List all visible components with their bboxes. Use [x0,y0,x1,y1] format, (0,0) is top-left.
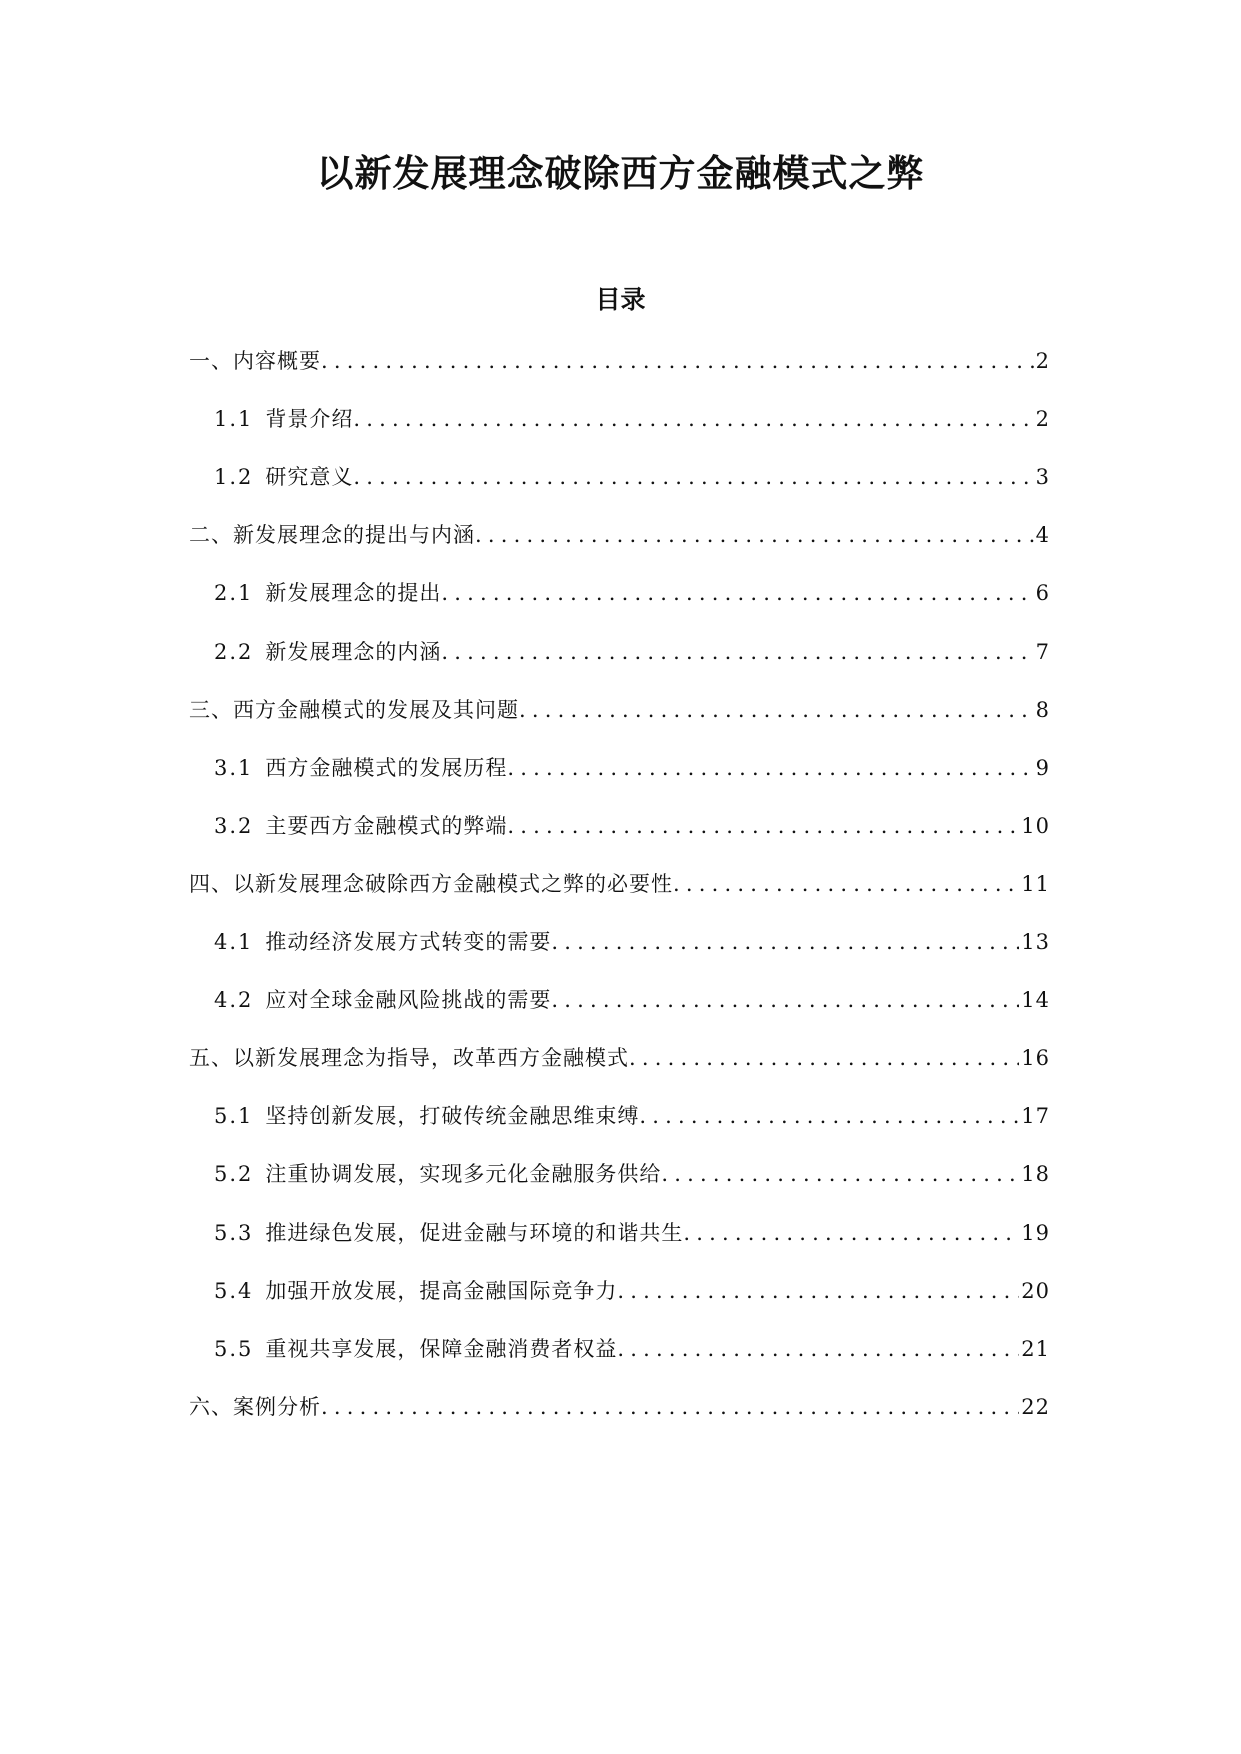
toc-entry-page-number: 7 [1035,639,1050,664]
toc-dot-leader [683,1216,1019,1250]
toc-entry-page-number: 11 [1021,871,1050,896]
toc-entry-label: 注重协调发展，实现多元化金融服务供给 [265,1162,662,1187]
toc-entry[interactable] [214,983,1050,1017]
toc-entry[interactable] [214,576,1050,610]
toc-heading: 目录 [595,285,646,314]
toc-entry-page-number: 22 [1021,1394,1050,1419]
toc-entry-page-number: 8 [1035,697,1050,722]
toc-entry-page-number: 9 [1035,755,1050,780]
toc-entry-number: 5.5 [214,1336,254,1361]
toc-dot-leader [507,809,1019,843]
toc-entry-label: 一、内容概要 [189,349,321,373]
toc-entry-number: 4.2 [214,988,254,1013]
toc-entry-page-number: 16 [1021,1046,1050,1071]
toc-entry-number: 5.2 [214,1162,254,1187]
toc-entry-page-number: 21 [1021,1336,1050,1361]
toc-entry-number: 4.1 [214,930,254,954]
toc-entry[interactable] [214,1157,1050,1191]
toc-entry[interactable] [214,1274,1050,1308]
toc-entry-page-number: 3 [1035,465,1050,490]
toc-entry[interactable] [189,867,1050,901]
toc-dot-leader [617,1332,1019,1366]
toc-dot-leader [519,693,1034,727]
toc-dot-leader [551,925,1019,959]
toc-entry-number: 5.4 [214,1278,254,1303]
toc-entry-label: 新发展理念的提出 [265,581,442,606]
toc-entry-label: 五、以新发展理念为指导，改革西方金融模式 [189,1046,629,1071]
toc-entry-number: 1.2 [214,465,254,490]
toc-dot-leader [321,344,1034,378]
toc-dot-leader [321,1390,1019,1424]
toc-entry-label: 主要西方金融模式的弊端 [265,813,508,838]
toc-entry-number: 5.3 [214,1220,254,1245]
toc-entry-label: 推进绿色发展，促进金融与环境的和谐共生 [265,1220,684,1245]
toc-entry-page-number: 19 [1021,1220,1050,1245]
toc-entry-page-number: 2 [1035,407,1050,432]
toc-entry-label: 应对全球金融风险挑战的需要 [265,988,552,1013]
toc-dot-leader [617,1274,1019,1308]
toc-dot-leader [639,1099,1019,1133]
toc-entry-number: 5.1 [214,1104,254,1129]
toc-entry[interactable] [214,809,1050,843]
toc-entry[interactable] [214,1332,1050,1366]
toc-dot-leader [353,460,1033,494]
toc-entry[interactable] [214,1099,1050,1133]
toc-entry[interactable] [189,344,1050,378]
toc-dot-leader [629,1041,1019,1075]
toc-entry-page-number: 10 [1021,813,1050,838]
toc-entry[interactable] [214,925,1050,959]
toc-entry[interactable] [189,693,1050,727]
toc-entry-label: 西方金融模式的发展历程 [265,755,508,780]
toc-entry-label: 重视共享发展，保障金融消费者权益 [265,1336,618,1361]
toc-dot-leader [507,751,1033,785]
toc-entry-page-number: 18 [1021,1162,1050,1187]
toc-dot-leader [441,576,1033,610]
toc-entry-page-number: 6 [1035,581,1050,606]
toc-entry-label: 坚持创新发展，打破传统金融思维束缚 [265,1104,640,1129]
toc-dot-leader [551,983,1019,1017]
toc-entry[interactable] [189,1390,1050,1424]
toc-entry[interactable] [189,518,1050,552]
toc-entry[interactable] [214,635,1050,669]
toc-entry-label: 背景介绍 [265,407,354,432]
document-title: 以新发展理念破除西方金融模式之弊 [316,151,925,195]
toc-dot-leader [673,867,1019,901]
toc-entry-number: 3.1 [214,755,254,780]
toc-entry[interactable] [214,751,1050,785]
toc-entry-label: 二、新发展理念的提出与内涵 [189,523,475,548]
toc-dot-leader [661,1157,1019,1191]
toc-dot-leader [353,402,1033,436]
toc-entry-number: 3.2 [214,813,254,838]
toc-entry-number: 2.1 [214,581,254,606]
toc-entry[interactable] [189,1041,1050,1075]
toc-dot-leader [441,635,1033,669]
toc-entry-label: 三、西方金融模式的发展及其问题 [189,697,519,722]
toc-entry-number: 1.1 [214,407,254,432]
toc-entry-label: 研究意义 [265,465,354,490]
toc-entry-page-number: 2 [1035,349,1050,373]
toc-entry-number: 2.2 [214,639,254,664]
toc-entry-label: 推动经济发展方式转变的需要 [265,930,552,954]
toc-entry-label: 加强开放发展，提高金融国际竞争力 [265,1278,618,1303]
toc-entry-label: 新发展理念的内涵 [265,639,442,664]
toc-entry[interactable] [214,402,1050,436]
toc-entry-page-number: 20 [1021,1278,1050,1303]
toc-entry-label: 六、案例分析 [189,1394,321,1419]
toc-entry-page-number: 17 [1021,1104,1050,1129]
toc-entry[interactable] [214,460,1050,494]
toc-entry-label: 四、以新发展理念破除西方金融模式之弊的必要性 [189,871,673,896]
toc-dot-leader [475,518,1034,552]
toc-entry-page-number: 13 [1021,930,1050,954]
toc-entry[interactable] [214,1216,1050,1250]
toc-entry-page-number: 14 [1021,988,1050,1013]
toc-entry-page-number: 4 [1035,523,1050,548]
